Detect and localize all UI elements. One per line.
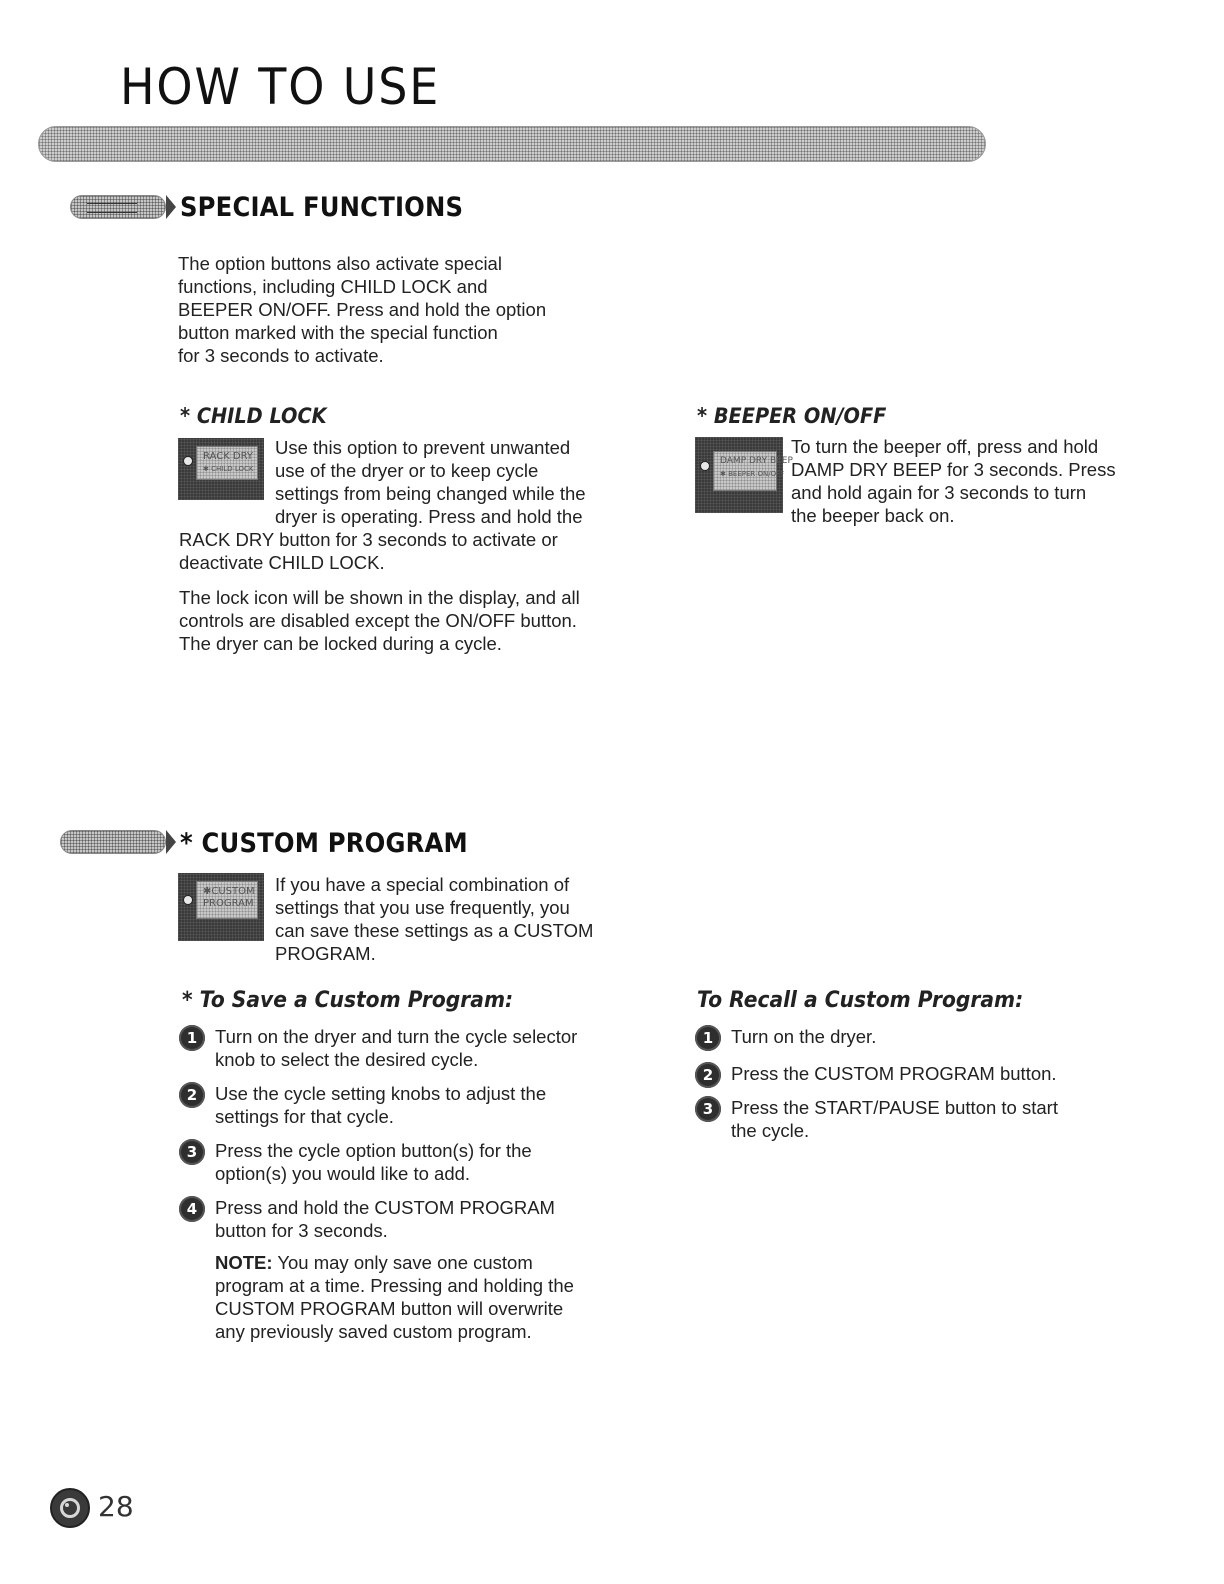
text-line: Press the cycle option button(s) for the	[215, 1140, 532, 1161]
section-marker-icon	[60, 830, 166, 854]
recall-step-3	[695, 1096, 1155, 1142]
text-line: deactivate CHILD LOCK.	[179, 552, 385, 573]
text-line: RACK DRY button for 3 seconds to activate or	[179, 529, 558, 550]
text-line: The dryer can be locked during a cycle.	[179, 633, 502, 654]
button-label: DAMP DRY BEEP	[720, 456, 793, 466]
button-sublabel: PROGRAM	[203, 898, 254, 909]
save-step-4	[179, 1196, 639, 1242]
text-line: settings from being changed while the	[275, 483, 586, 504]
section-marker-tip-icon	[166, 195, 176, 219]
child-lock-paragraph-2	[179, 586, 639, 655]
text-line: use of the dryer or to keep cycle	[275, 460, 539, 481]
text-line: Press the START/PAUSE button to start	[731, 1097, 1058, 1118]
text-line: You may only save one custom	[272, 1252, 533, 1273]
text-line: The lock icon will be shown in the display, and all	[179, 587, 580, 608]
step-number-icon: 2	[695, 1062, 721, 1088]
text-line: BEEPER ON/OFF. Press and hold the option	[178, 299, 547, 320]
text-line: the cycle.	[731, 1120, 810, 1141]
button-sublabel: ✱ BEEPER ON/OFF	[720, 470, 785, 478]
text-line: button for 3 seconds.	[215, 1220, 388, 1241]
step-number-icon: 1	[179, 1025, 205, 1051]
save-note	[215, 1251, 635, 1343]
beeper-heading: * BEEPER ON/OFF	[697, 404, 887, 428]
custom-program-heading: * CUSTOM PROGRAM	[180, 828, 468, 859]
note-first-line	[215, 1251, 635, 1274]
save-step-3	[179, 1139, 639, 1185]
button-label: ✱CUSTOM	[203, 886, 255, 897]
child-lock-text-full	[179, 528, 639, 574]
indicator-dot-icon	[183, 456, 193, 466]
text-line: Use this option to prevent unwanted	[275, 437, 571, 458]
text-line: DAMP DRY BEEP for 3 seconds. Press	[791, 459, 1116, 480]
custom-program-button-image	[178, 873, 264, 941]
text-line: Turn on the dryer and turn the cycle selector	[215, 1026, 578, 1047]
text-line: Use the cycle setting knobs to adjust the	[215, 1083, 547, 1104]
text-line: and hold again for 3 seconds to turn	[791, 482, 1087, 503]
text-line: If you have a special combination of	[275, 874, 570, 895]
custom-program-intro	[275, 873, 645, 965]
text-line: Press the CUSTOM PROGRAM button.	[731, 1063, 1057, 1084]
title-rule-bar	[38, 126, 986, 162]
recall-step-2	[695, 1062, 1155, 1088]
section-marker-tip-icon	[166, 830, 176, 854]
damp-dry-beep-button-image	[695, 437, 793, 513]
text-line: program at a time. Pressing and holding the	[215, 1275, 574, 1296]
step-number-icon: 3	[695, 1096, 721, 1122]
child-lock-text-wrapped	[275, 436, 635, 528]
step-number-icon: 2	[179, 1082, 205, 1108]
special-functions-heading: SPECIAL FUNCTIONS	[180, 192, 464, 223]
text-line: dryer is operating. Press and hold the	[275, 506, 583, 527]
text-line: PROGRAM.	[275, 943, 376, 964]
lg-logo-icon	[50, 1488, 90, 1528]
step-number-icon: 4	[179, 1196, 205, 1222]
text-line: settings that you use frequently, you	[275, 897, 570, 918]
indicator-dot-icon	[183, 895, 193, 905]
indicator-dot-icon	[700, 461, 710, 471]
save-program-heading: * To Save a Custom Program:	[182, 988, 514, 1013]
text-line: CUSTOM PROGRAM button will overwrite	[215, 1298, 564, 1319]
text-line: the beeper back on.	[791, 505, 955, 526]
button-sublabel: ✱ CHILD LOCK	[203, 465, 254, 473]
text-line: Press and hold the CUSTOM PROGRAM	[215, 1197, 555, 1218]
text-line: The option buttons also activate special	[178, 253, 502, 274]
save-step-1	[179, 1025, 639, 1071]
text-line: settings for that cycle.	[215, 1106, 394, 1127]
text-line: button marked with the special function	[178, 322, 498, 343]
text-line: functions, including CHILD LOCK and	[178, 276, 488, 297]
save-step-2	[179, 1082, 639, 1128]
section-marker-icon	[70, 195, 166, 219]
note-label: NOTE:	[215, 1252, 273, 1273]
text-line: Turn on the dryer.	[731, 1026, 877, 1047]
rack-dry-button-image	[178, 438, 264, 500]
recall-step-1	[695, 1025, 1155, 1051]
beeper-text	[791, 435, 1191, 527]
child-lock-heading: * CHILD LOCK	[180, 404, 327, 428]
text-line: for 3 seconds to activate.	[178, 345, 384, 366]
text-line: knob to select the desired cycle.	[215, 1049, 479, 1070]
text-line: option(s) you would like to add.	[215, 1163, 471, 1184]
page-title: HOW TO USE	[120, 58, 441, 116]
page-number: 28	[98, 1490, 134, 1523]
button-label: RACK DRY	[203, 451, 254, 462]
step-number-icon: 3	[179, 1139, 205, 1165]
text-line: any previously saved custom program.	[215, 1321, 532, 1342]
step-number-icon: 1	[695, 1025, 721, 1051]
recall-program-heading: To Recall a Custom Program:	[697, 988, 1024, 1013]
text-line: controls are disabled except the ON/OFF button.	[179, 610, 577, 631]
text-line: To turn the beeper off, press and hold	[791, 436, 1099, 457]
special-functions-intro	[178, 252, 598, 367]
text-line: can save these settings as a CUSTOM	[275, 920, 594, 941]
